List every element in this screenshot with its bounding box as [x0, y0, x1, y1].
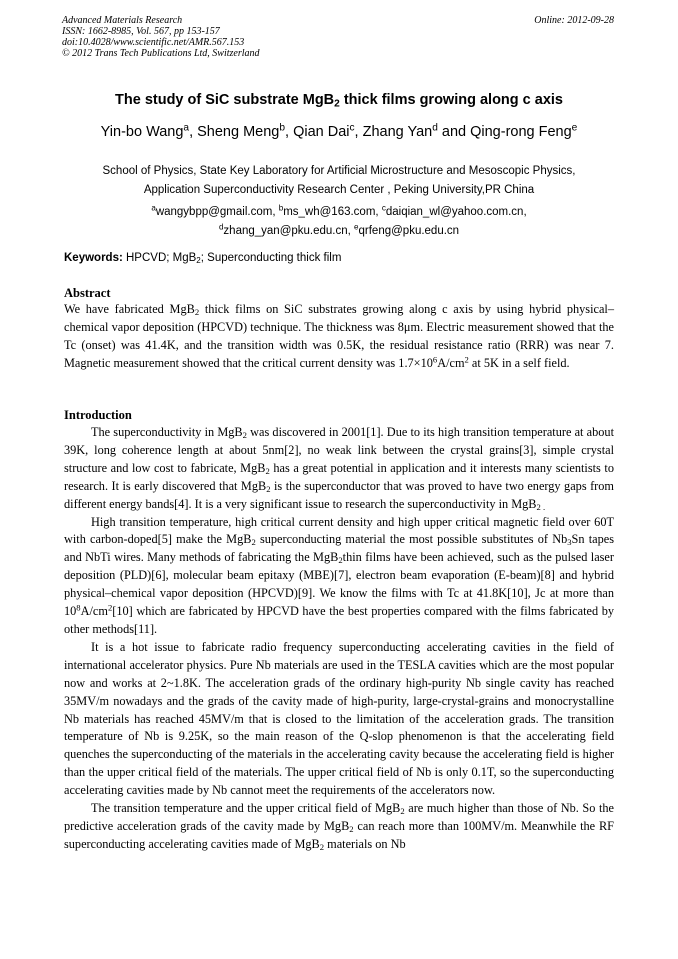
keywords: Keywords: HPCVD; MgB$_2$; Superconducting thick film	[64, 252, 342, 265]
affiliation	[0, 162, 678, 200]
journal-name: Advanced Materials Research	[62, 15, 183, 26]
author: Qing-rong Feng	[470, 124, 572, 140]
paragraph: High transition temperature, high critical current density and high upper critical magnetic field over 60T with carbon-doped[5] make the MgB$_2$ superconducting material the most possible substitutes of $Nb_3Sn$ tapes and NbTi wires. Many methods of fabricating the MgB$_2$thin films have been achieved, such as the pulsed laser deposition (PLD)[6], molecular beam epitaxy (MBE)[7], electron beam evaporation (E-beam)[8] and hybrid physical–chemical vapor deposition (HPCVD)[9]. We know the films with Tc at 41.8K[10], Jc at more than $10^8A/cm^2[10]$ which are fabricated by HPCVD have the best properties compared with the films fabricated by other methods[11].	[64, 514, 614, 636]
author: Qian Dai	[293, 124, 350, 140]
author: Yin-bo Wang	[100, 124, 184, 140]
online-date: Online: 2012-09-28	[534, 15, 614, 26]
paragraph: The transition temperature and the upper critical field of MgB$_2$ are much higher than those of Nb. So the predictive acceleration grads of the cavity made by MgB$_2$ can reach more than 100MV/m. Meanwhile the RF superconducting accelerating cavities made of MgB$_2$ materials on Nb	[64, 801, 614, 852]
email-c: daiqian_wl@yahoo.com.cn	[385, 206, 524, 218]
email-a: wangybpp@gmail.com	[155, 206, 273, 218]
email-b: ms_wh@163.com	[283, 206, 376, 218]
doi-line: doi:10.4028/www.scientific.net/AMR.567.153	[62, 37, 245, 48]
journal-header	[62, 15, 614, 59]
email-d: zhang_yan@pku.edu.cn	[223, 225, 348, 237]
author-emails: $^a$wangybpp@gmail.com, $^b$ms_wh@163.com, $^c$daiqian_wl@yahoo.com.cn, $^d$zhang_yan@pku.edu.cn, $^e$qrfeng@pku.edu.cn	[151, 203, 527, 237]
paragraph: It is a hot issue to fabricate radio frequency superconducting accelerating cavities in the field of international accelerator physics. Pure Nb materials are used in the TESLA cavities which are the most popular now and works at 2~1.8K. The acceleration grads of the ordinary high-purity Nb single cavity has reached 35MV/m nowadays and the grads of the cavity made of high-purity, large-crystal-grains and monocrystalline Nb materials has reached 45MV/m that is closed to the limitation of the acceleration grads. The transition temperature of Nb is 9.25K, so the main reason of the Q-slop phenomenon is that the accelerating field quenches the superconducting of the materials in the accelerating cavity because the accelerating field is higher than the upper critical field of the materials. The upper critical field of Nb is only 0.1T, so the superconducting accelerating cavities made by Nb cannot meet the requirements of the accelerators now.	[64, 639, 614, 798]
copyright-line: © 2012 Trans Tech Publications Ltd, Switzerland	[62, 48, 260, 59]
introduction-heading: Introduction	[64, 408, 132, 422]
affiliation-line-2: Application Superconductivity Research Center , Peking University,PR China	[143, 184, 535, 196]
keywords-label: Keywords:	[64, 252, 123, 264]
abstract-body: We have fabricated MgB$_2$ thick films on SiC substrates growing along c axis by using hybrid physical–chemical vapor deposition (HPCVD) technique. The thickness was 8μm. Electric measurement showed that the Tc (onset) was 41.4K, and the transition width was 0.5K, the residual resistance ratio (RRR) was near 7. Magnetic measurement showed that the critical current density was $1.7\times 10^6A/cm^2$ at 5K in a self field.	[64, 302, 614, 370]
paper-title: The study of SiC substrate MgB$_2$ thick films growing along c axis	[115, 92, 563, 110]
paragraph: The superconductivity in MgB$_2$ was discovered in 2001[1]. Due to its high transition temperature at about 39K, long coherence length at about 5nm[2], no weak link between the crystal grains[3], simple crystal structure and low cost to fabricate, MgB$_2$ has a great potential in application and it interests many scientists to research. It is early discovered that MgB$_2$ is the superconductor that was proved to have two energy gaps from different energy bands[4]. It is a very significant issue to research the superconductivity in MgB$_{2 .}$	[64, 425, 614, 512]
author-list: Yin-bo Wang$^a$, Sheng Meng$^b$, Qian Dai$^c$, Zhang Yan$^d$ and Qing-rong Feng$^e$	[100, 122, 578, 140]
issn-line: ISSN: 1662-8985, Vol. 567, pp 153-157	[62, 26, 220, 37]
email-e: qrfeng@pku.edu.cn	[358, 225, 460, 237]
author: Zhang Yan	[362, 124, 433, 140]
abstract-heading: Abstract	[64, 286, 111, 300]
introduction-body	[64, 424, 614, 854]
author: Sheng Meng	[197, 124, 280, 140]
affiliation-line-1: School of Physics, State Key Laboratory for Artificial Microstructure and Mesoscopic Physics,	[102, 165, 576, 177]
